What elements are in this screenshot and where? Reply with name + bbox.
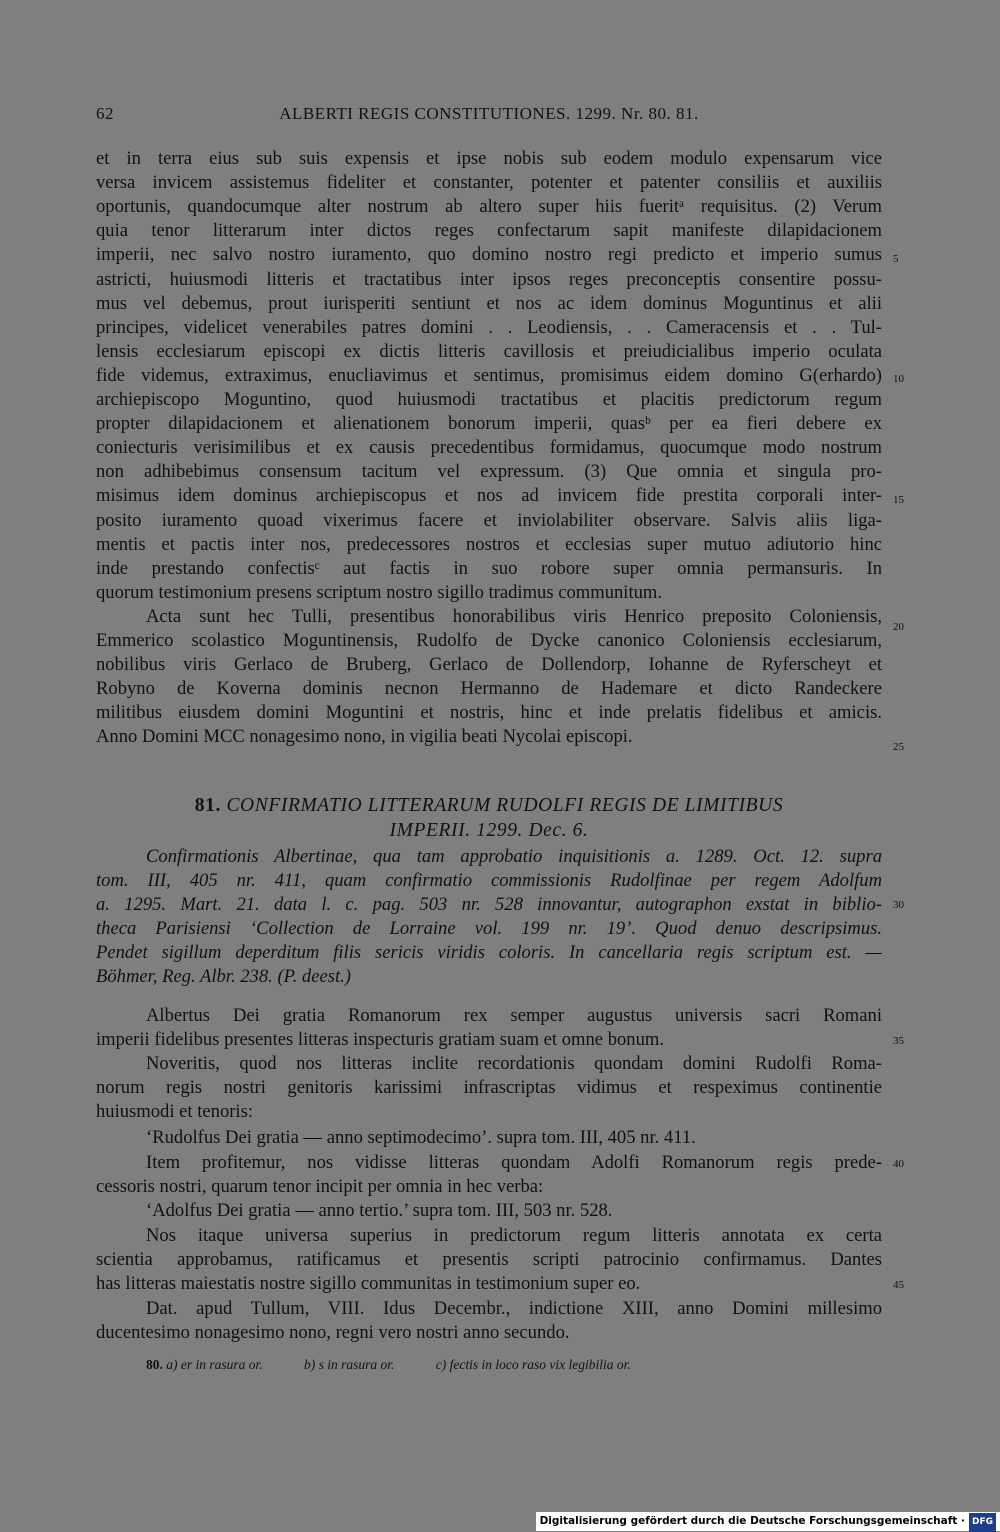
text-line: cessoris nostri, quarum tenor incipit per omnia in hec verba: [96, 1176, 544, 1197]
footnotes [146, 1354, 882, 1376]
intro-line: a. 1295. Mart. 21. data l. c. pag. 503 nr. 528 innovantur, autographon exstat in biblio- [96, 894, 882, 915]
line-number: 20 [893, 621, 904, 633]
text-line: Albertus Dei gratia Romanorum rex semper augustus universis sacri Romani [146, 1005, 882, 1026]
text-line: Robyno de Koverna dominis necnon Hermanno de Hademare et dicto Randeckere [96, 678, 882, 700]
text-line: norum regis nostri genitoris karissimi infrascriptas vidimus et respeximus continentie [96, 1077, 882, 1098]
footnote-a: a) er in rasura or. [166, 1357, 263, 1372]
running-title: ALBERTI REGIS CONSTITUTIONES. 1299. Nr. 80. 81. [279, 104, 699, 123]
text-line: militibus eiusdem domini Moguntini et nostris, hinc et inde prelatis fidelibus et amicis. [96, 702, 882, 724]
intro-line: theca Parisiensi ‘Collection de Lorraine vol. 199 nr. 19’. Quod denuo descripsimus. [96, 918, 882, 939]
intro-line: Pendet sigillum deperditum filis sericis viridis coloris. In cancellaria regis scriptum est. — [96, 942, 882, 963]
line-number: 40 [893, 1158, 904, 1170]
text-line: quorum testimonium presens scriptum nostro sigillo tradimus communitum. [96, 581, 663, 603]
line-number: 5 [893, 253, 899, 265]
footnote-c: c) fectis in loco raso vix legibilia or. [435, 1357, 631, 1372]
line-number: 10 [893, 373, 904, 385]
text-line: Anno Domini MCC nonagesimo nono, in vigilia beati Nycolai episcopi. [96, 726, 633, 748]
text-line: inde prestando confectisᶜ aut factis in suo robore super omnia permansuris. In [96, 557, 882, 579]
intro-line: tom. III, 405 nr. 411, quam confirmatio commissionis Rudolfinae per regem Adolfum [96, 870, 882, 891]
text-line: Noveritis, quod nos litteras inclite recordationis quondam domini Rudolfi Roma- [146, 1053, 882, 1074]
line-number: 35 [893, 1035, 904, 1047]
text-line: misimus idem dominus archiepiscopus et nos ad invicem fide prestita corporali inter- [96, 485, 882, 507]
text-line: scientia approbamus, ratificamus et presentis scripti patrocinio confirmamus. Dantes [96, 1249, 882, 1270]
line-number: 15 [893, 494, 904, 506]
text-line: Nos itaque universa superius in predictorum regum litteris annotata ex certa [146, 1225, 882, 1246]
text-line: astricti, huiusmodi litteris et tractatibus inter ipsos reges preconceptis consentire possu- [96, 268, 882, 290]
text-line: versa invicem assistemus fideliter et constanter, potenter et patenter consiliis et auxiliis [96, 172, 882, 194]
text-line: ‘Adolfus Dei gratia — anno tertio.’ supra tom. III, 503 nr. 528. [146, 1200, 613, 1221]
text-line: et in terra eius sub suis expensis et ipse nobis sub eodem modulo expensarum vice [96, 148, 882, 169]
line-number: 30 [893, 899, 904, 911]
text-line: non adhibebimus consensum tacitum vel expressum. (3) Que omnia et singula pro- [96, 461, 882, 483]
text-line: lensis ecclesiarum episcopi ex dictis litteris cavillosis et preiudicialibus imperio oculata [96, 340, 882, 362]
section-title-line1: 81. CONFIRMATIO LITTERARUM RUDOLFI REGIS DE LIMITIBUS [194, 795, 784, 816]
text-line: nobilibus viris Gerlaco de Bruberg, Gerlaco de Dollendorp, Iohanne de Ryferscheyt et [96, 654, 882, 676]
section-number: 81. [194, 795, 221, 816]
text-line: Emmerico scolastico Moguntinensis, Rudolfo de Dycke canonico Coloniensis ecclesiarum, [96, 630, 882, 651]
page-number: 62 [96, 104, 114, 123]
line-number: 45 [893, 1279, 904, 1291]
text-line: imperii fidelibus presentes litteras inspecturis gratiam suam et omne bonum. [96, 1029, 665, 1050]
text-line: archiepiscopo Moguntino, quod huiusmodi tractatibus et placitis predictorum regum [96, 389, 882, 410]
text-line: Dat. apud Tullum, VIII. Idus Decembr., indictione XIII, anno Domini millesimo [146, 1298, 882, 1319]
text-line: quia tenor litterarum inter dictos reges confectarum sapit manifeste dilapidacionem [96, 220, 882, 242]
text-line: posito iuramento quoad vixerimus facere et inviolabiliter observare. Salvis aliis liga- [96, 509, 882, 531]
footnote-b: b) s in rasura or. [304, 1357, 395, 1372]
text-line: principes, videlicet venerabiles patres domini . . Leodiensis, . . Cameracensis et . . Tul- [96, 316, 882, 338]
intro-line: Confirmationis Albertinae, qua tam approbatio inquisitionis a. 1289. Oct. 12. supra [146, 846, 882, 867]
text-line: ducentesimo nonagesimo nono, regni vero nostri anno secundo. [96, 1322, 570, 1343]
text-line: ‘Rudolfus Dei gratia — anno septimodecimo’. supra tom. III, 405 nr. 411. [146, 1127, 696, 1148]
text-line: mentis et pactis inter nos, predecessores nostros et ecclesias super mutuo adiutorio hinc [96, 533, 882, 555]
text-line: Acta sunt hec Tulli, presentibus honorabilibus viris Henrico preposito Coloniensis, [146, 605, 882, 627]
section-title-line2: IMPERII. 1299. Dec. 6. [389, 820, 589, 841]
dfg-logo: DFG [969, 1513, 996, 1532]
line-number: 25 [893, 741, 904, 753]
text-line: fide videmus, extraximus, enucliavimus et sentimus, promisimus eidem domino G(erhardo) [96, 364, 882, 386]
footnote-label: 80. [146, 1357, 163, 1372]
text-line: mus vel debemus, prout iurisperiti sentiunt et nos ac idem dominus Moguntinus et alii [96, 292, 882, 314]
intro-line: Böhmer, Reg. Albr. 238. (P. deest.) [96, 966, 351, 987]
dfg-credit: Digitalisierung gefördert durch die Deutsche Forschungsgemeinschaft · DFG [536, 1512, 1000, 1531]
text-line: Item profitemur, nos vidisse litteras quondam Adolfi Romanorum regis prede- [146, 1152, 882, 1173]
text-line: has litteras maiestatis nostre sigillo communitas in testimonium super eo. [96, 1273, 641, 1294]
text-line: coniecturis verisimilibus et ex causis precedentibus formidamus, quocumque modo nostrum [96, 437, 882, 459]
text-line: huiusmodi et tenoris: [96, 1101, 254, 1122]
text-line: oportunis, quandocumque alter nostrum ab altero super hiis fueritᵃ requisitus. (2) Verum [96, 196, 882, 218]
text-line: propter dilapidacionem et alienationem bonorum imperii, quasᵇ per ea fieri debere ex [96, 413, 882, 435]
text-line: imperii, nec salvo nostro iuramento, quo domino nostro regi predicto et imperio sumus [96, 244, 882, 266]
running-header [96, 104, 882, 130]
